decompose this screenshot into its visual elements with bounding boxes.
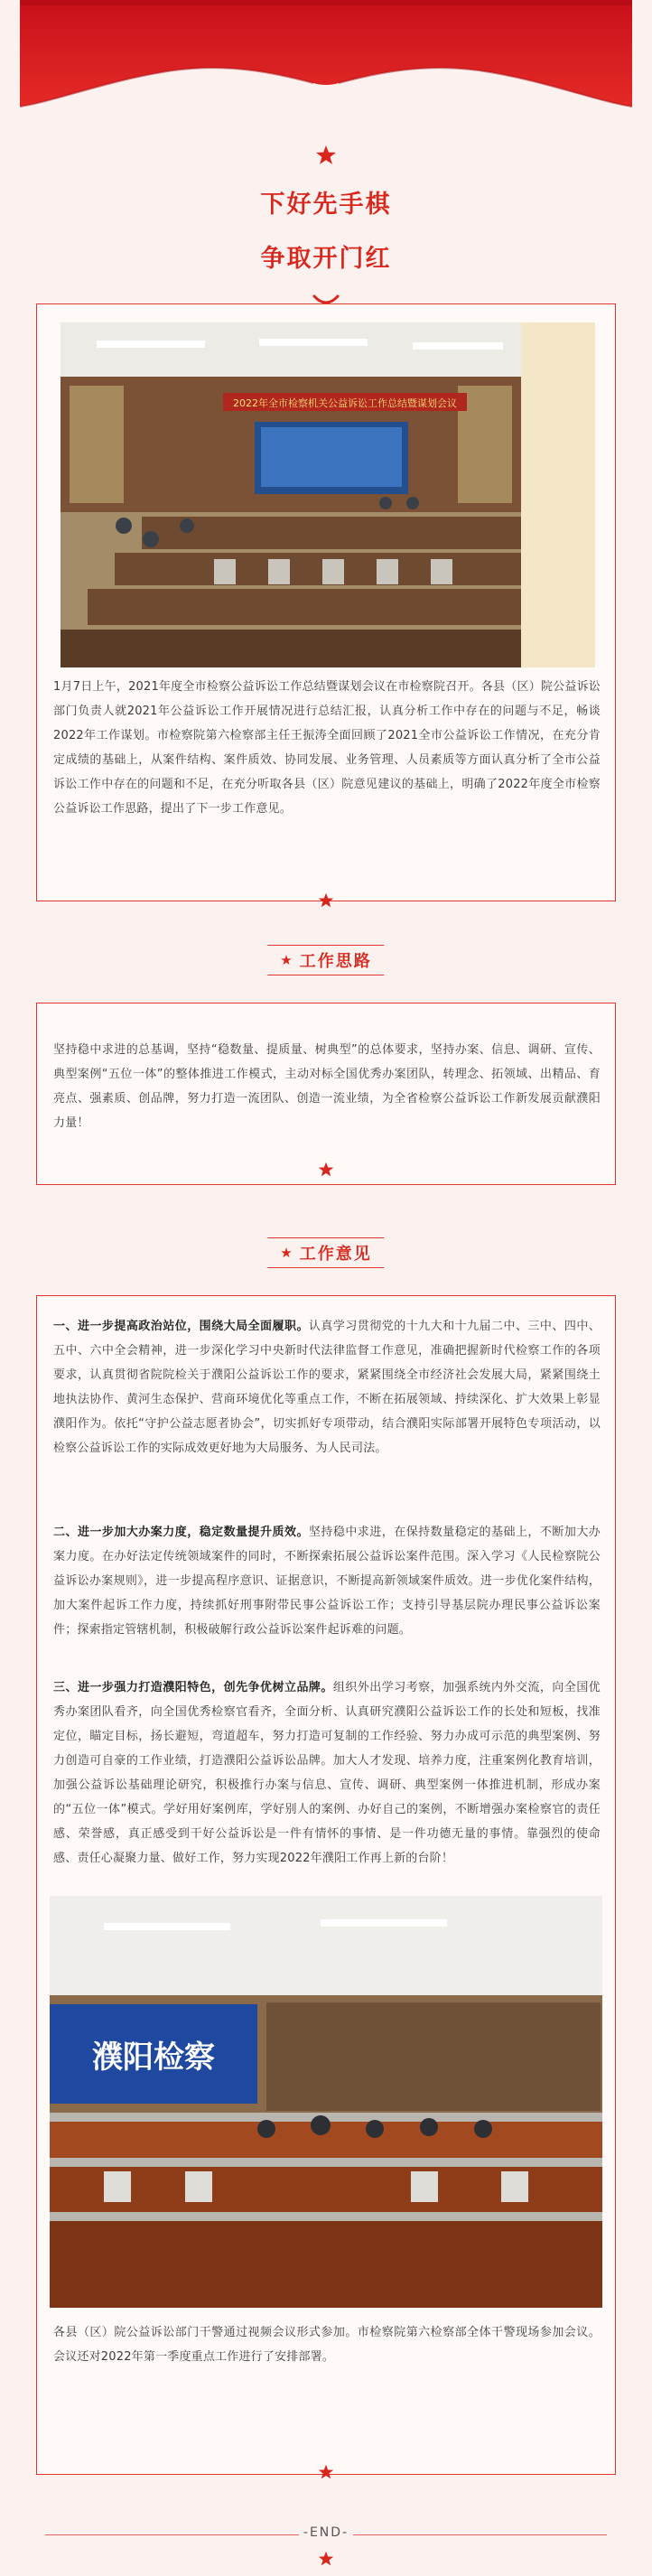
page-title-line2: 争取开门红 [260,245,392,273]
title-star-icon [315,145,337,166]
opinion-item-3 [53,1675,601,1871]
intro-card [36,303,616,901]
opinion-item-1 [53,1314,601,1461]
intro-star-icon [318,892,334,909]
header-banner-curtain [0,0,652,154]
opinion-item-1-lead: 一、进一步提高政治站位，围绕大局全面履职。 [53,1320,309,1333]
closing-paragraph: 各县（区）院公益诉讼部门干警通过视频会议形式参加。市检察院第六检察部全体干警现场参加会议。会议还对2022年第一季度重点工作进行了安排部署。 [53,2326,601,2364]
meeting-photo-2 [50,1896,602,2308]
section-heading-opinion [267,1237,384,1268]
opinion-item-3-body: 组织外出学习考察，加强系统内外交流，向全国优秀办案团队看齐，向全国优秀检察官看齐，全面分析、认真研究濮阳公益诉讼工作的长处和短板，找准定位，瞄定目标，扬长避短，弯道超车，努力打造可复制的工作经验、努力办成可示范的典型案例、努力创造可自豪的工作业绩，打造濮阳公益诉讼品牌。加大人才发现、培养力度，注重案例化教育培训，加强公益诉讼基础理论研究，积极推行办案与信息、宣传、调研、典型案例一体推进机制，形成办案的“五位一体”模式。学好用好案例库，学好别人的案例、办好自己的案例，不断增强办案检察官的责任感、荣誉感，真正感受到干好公益诉讼是一件有情怀的事情、是一件功德无量的事情。靠强烈的使命感、责任心凝聚力量、做好工作，努力实现2022年濮阳工作再上新的台阶！ [53,1681,601,1865]
idea-paragraph: 坚持稳中求进的总基调，坚持“稳数量、提质量、树典型”的总体要求，坚持办案、信息、调研、宣传、典型案例“五位一体”的整体推进工作模式，主动对标全国优秀办案团队，转理念、拓领域、出精品、育亮点、强素质、创品牌，努力打造一流团队、创造一流业绩，为全省检察公益诉讼工作新发展贡献濮阳力量！ [53,1043,601,1130]
section-heading-opinion-label: 工作意见 [299,1245,372,1264]
end-label: -END- [299,2525,353,2540]
opinion-item-2 [53,1520,601,1642]
opinion-card [36,1295,616,2475]
opinion-item-2-body: 坚持稳中求进，在保持数量稳定的基础上，不断加大办案力度。在办好法定传统领域案件的同时，不断探索拓展公益诉讼案件范围。深入学习《人民检察院公益诉讼办案规则》，进一步提高程序意识、证据意识，不断提高新领域案件质效。进一步优化案件结构，加大案件起诉工作力度，持续抓好刑事附带民事公益诉讼工作；支持引导基层院办理民事公益诉讼案件；探索指定管辖机制，积极破解行政公益诉讼案件起诉难的问题。 [53,1526,601,1637]
photo-sign-text: 濮阳检察 [92,2039,215,2076]
opinion-item-2-lead: 二、进一步加大办案力度，稳定数量提升质效。 [53,1526,309,1539]
section-heading-idea [267,945,384,975]
intro-paragraph: 1月7日上午，2021年度全市检察公益诉讼工作总结暨谋划会议在市检察院召开。各县（区）院公益诉讼部门负责人就2021年公益诉讼工作开展情况进行总结汇报，认真分析工作中存在的问题与不足，畅谈2022年工作谋划。市检察院第六检察部主任王振涛全面回顾了2021全市公益诉讼工作情况，在充分肯定成绩的基础上，从案件结构、案件质效、协同发展、业务管理、人员素质等方面认真分析了全市公益诉讼工作中存在的问题和不足，在充分听取各县（区）院意见建议的基础上，明确了2022年度全市检察公益诉讼工作思路，提出了下一步工作意见。 [53,680,601,816]
idea-card [36,1003,616,1185]
idea-star-icon [318,1162,334,1178]
photo-banner-text: 2022年全市检察机关公益诉讼工作总结暨谋划会议 [233,397,457,409]
opinion-star-icon [318,2464,334,2480]
end-star-icon [318,2551,334,2567]
opinion-item-3-lead: 三、进一步强力打造濮阳特色，创先争优树立品牌。 [53,1681,333,1694]
heading-star-icon: ★ [280,1245,294,1261]
page-title-line1: 下好先手棋 [260,191,392,219]
meeting-photo-1 [61,322,595,667]
section-heading-idea-label: 工作思路 [299,952,372,971]
heading-star-icon: ★ [280,952,294,968]
opinion-item-1-body: 认真学习贯彻党的十九大和十九届二中、三中、四中、五中、六中全会精神，进一步深化学习中央新时代法律监督工作意见，准确把握新时代检察工作的各项要求，认真贯彻省院院检关于濮阳公益诉讼工作的要求，紧紧围绕全市经济社会发展大局，紧紧围绕土地执法协作、黄河生态保护、营商环境优化等重点工作，不断在拓展领域、持续深化、扩大效果上彰显濮阳作为。依托“守护公益志愿者协会”，切实抓好专项带动，结合濮阳实际部署开展特色专项活动，以检察公益诉讼工作的实际成效更好地为大局服务、为人民司法。 [53,1320,601,1455]
